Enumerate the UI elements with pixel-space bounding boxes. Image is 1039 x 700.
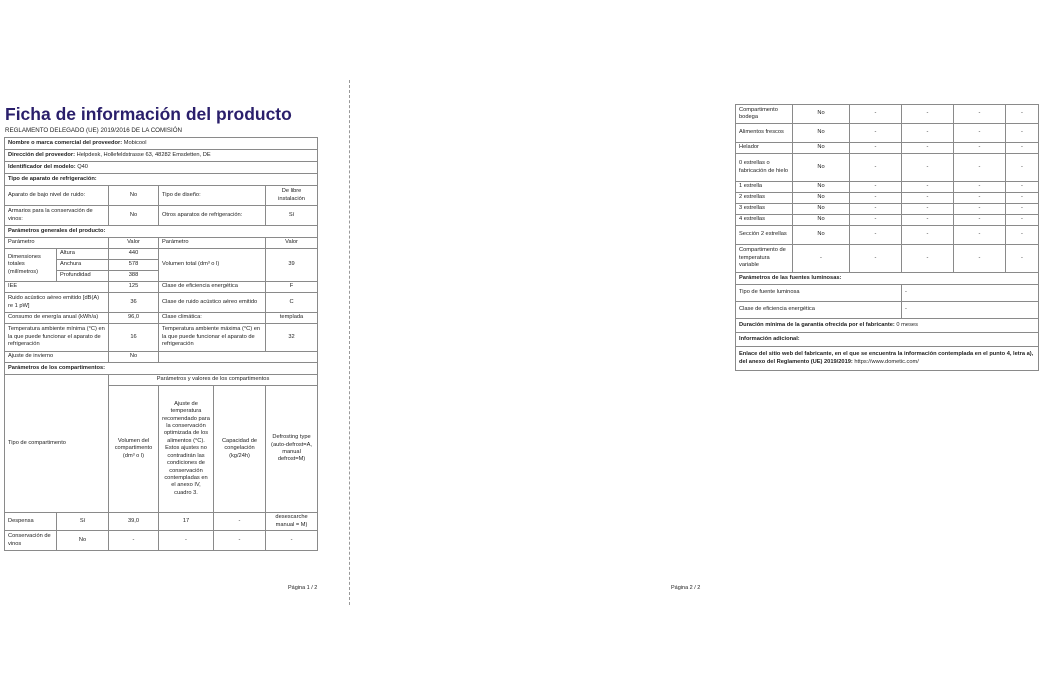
compartment-defrost: - <box>1006 193 1039 204</box>
compartment-params-header: Parámetros de los compartimentos: <box>5 363 318 375</box>
min-temp-label: Temperatura ambiente mínima (°C) en la que puede funcionar el aparato de refrigeración <box>5 324 109 352</box>
depth-label: Profundidad <box>57 271 109 282</box>
compartment-values-header: Parámetros y valores de los compartimentos <box>109 375 318 386</box>
compartment-volume: - <box>850 226 902 245</box>
table-row <box>5 324 318 352</box>
table-row <box>5 150 318 162</box>
noise-value: 36 <box>109 293 159 313</box>
address-value: Helpdesk, Hollefeldstrasse 63, 48282 Emsdetten, DE <box>76 151 211 158</box>
total-volume-value: 39 <box>266 249 318 282</box>
compartment-freezing: - <box>954 215 1006 226</box>
table-row <box>736 182 1039 193</box>
compartment-present: No <box>793 105 850 124</box>
table-row <box>5 293 318 313</box>
empty-cell <box>159 352 318 363</box>
compartment-temp: - <box>902 124 954 143</box>
table-row <box>5 206 318 226</box>
compartment-volume: - <box>850 215 902 226</box>
table-row <box>736 105 1039 124</box>
supplier-value: Mobicool <box>123 139 147 146</box>
extra-info-header: Información adicional: <box>736 333 1039 347</box>
compartment-volume: - <box>109 531 159 551</box>
address-row <box>5 150 318 162</box>
warranty-value: 0 meses <box>896 321 918 328</box>
light-type-label: Tipo de fuente luminosa <box>736 285 902 302</box>
compartment-present: - <box>793 245 850 273</box>
width-value: 578 <box>109 260 159 271</box>
compartment-freezing: - <box>954 154 1006 182</box>
compartment-temp: - <box>902 143 954 154</box>
total-volume-label: Volumen total (dm³ o l) <box>159 249 266 282</box>
compartment-name: Despensa <box>5 513 57 531</box>
compartment-present: No <box>57 531 109 551</box>
table-row <box>5 313 318 324</box>
compartment-temp: - <box>159 531 214 551</box>
compartment-defrost: - <box>1006 154 1039 182</box>
other-label: Otros aparatos de refrigeración: <box>159 206 266 226</box>
compartment-volume: - <box>850 143 902 154</box>
climate-value: templada <box>266 313 318 324</box>
supplier-row <box>5 138 318 150</box>
min-temp-value: 16 <box>109 324 159 352</box>
table-row <box>5 513 318 531</box>
col-value-header: Valor <box>266 238 318 249</box>
low-noise-label: Aparato de bajo nivel de ruido: <box>5 186 109 206</box>
warranty-label: Duración mínima de la garantía ofrecida por el fabricante: <box>739 321 895 328</box>
table-row <box>736 154 1039 182</box>
temp-col-header: Ajuste de temperatura recomendado para la conservación optimizada de los alimentos (°C). Estos ajustes no contradirán las condiciones de conservación contempladas en el anexo IV, cuadro 3. <box>159 386 214 513</box>
page-number: Página 2 / 2 <box>671 585 701 591</box>
table-row <box>736 347 1039 371</box>
table-row <box>5 174 318 186</box>
compartment-temp: - <box>902 193 954 204</box>
compartment-name: 3 estrellas <box>736 204 793 215</box>
manufacturer-link[interactable]: https://www.dometic.com/ <box>854 358 919 365</box>
table-row <box>5 249 318 260</box>
compartment-present: No <box>793 154 850 182</box>
light-type-value: - <box>902 285 1039 302</box>
compartment-defrost: - <box>1006 182 1039 193</box>
compartment-freezing: - <box>214 531 266 551</box>
compartment-temp: - <box>902 245 954 273</box>
freezing-col-header: Capacidad de congelación (kg/24h) <box>214 386 266 513</box>
table-row <box>5 352 318 363</box>
compartments-continued-table <box>735 104 1039 371</box>
table-row <box>5 186 318 206</box>
compartment-volume: - <box>850 105 902 124</box>
table-row <box>5 531 318 551</box>
compartment-name: Compartimento bodega <box>736 105 793 124</box>
compartment-defrost: - <box>1006 143 1039 154</box>
compartment-present: Sí <box>57 513 109 531</box>
compartment-name: Compartimento de temperatura variable <box>736 245 793 273</box>
compartment-volume: - <box>850 193 902 204</box>
compartment-defrost: - <box>1006 105 1039 124</box>
table-row <box>736 273 1039 285</box>
table-row <box>736 319 1039 333</box>
compartment-name: 4 estrellas <box>736 215 793 226</box>
energy-class-value: F <box>266 282 318 293</box>
compartment-name: Alimentos frescos <box>736 124 793 143</box>
compartment-temp: - <box>902 182 954 193</box>
wine-value: No <box>109 206 159 226</box>
compartment-freezing: - <box>954 193 1006 204</box>
manufacturer-link-row <box>736 347 1039 371</box>
table-row <box>5 238 318 249</box>
winter-value: No <box>109 352 159 363</box>
table-row <box>736 245 1039 273</box>
compartment-present: No <box>793 204 850 215</box>
compartment-volume: - <box>850 154 902 182</box>
table-row <box>5 375 318 386</box>
compartment-present: No <box>793 182 850 193</box>
depth-value: 388 <box>109 271 159 282</box>
table-row <box>736 204 1039 215</box>
compartment-present: No <box>793 226 850 245</box>
model-value: Q40 <box>77 163 88 170</box>
table-row <box>5 363 318 375</box>
table-row <box>5 138 318 150</box>
table-row <box>736 333 1039 347</box>
regulation-subtitle: REGLAMENTO DELEGADO (UE) 2019/2016 DE LA COMISIÓN <box>5 127 182 134</box>
compartment-defrost: desescarche manual = M) <box>266 513 318 531</box>
compartment-temp: - <box>902 215 954 226</box>
compartment-name: Helador <box>736 143 793 154</box>
light-class-label: Clase de eficiencia energética <box>736 302 902 319</box>
other-value: Sí <box>266 206 318 226</box>
general-params-header: Parámetros generales del producto: <box>5 226 318 238</box>
compartment-temp: - <box>902 105 954 124</box>
light-class-value: - <box>902 302 1039 319</box>
energy-consumption-label: Consumo de energía anual (kWh/a) <box>5 313 109 324</box>
design-type-label: Tipo de diseño: <box>159 186 266 206</box>
climate-label: Clase climática: <box>159 313 266 324</box>
compartment-defrost: - <box>1006 215 1039 226</box>
compartment-temp: - <box>902 226 954 245</box>
compartment-present: No <box>793 124 850 143</box>
compartment-defrost: - <box>1006 124 1039 143</box>
table-row <box>736 215 1039 226</box>
table-row <box>5 162 318 174</box>
compartment-temp: - <box>902 154 954 182</box>
compartment-type-label: Tipo de compartimento <box>5 375 109 513</box>
wine-label: Armarios para la conservación de vinos: <box>5 206 109 226</box>
compartment-present: No <box>793 143 850 154</box>
compartment-defrost: - <box>1006 245 1039 273</box>
table-row <box>736 302 1039 319</box>
compartment-volume: - <box>850 124 902 143</box>
eei-value: 125 <box>109 282 159 293</box>
compartment-freezing: - <box>954 182 1006 193</box>
table-row <box>736 226 1039 245</box>
compartment-temp: - <box>902 204 954 215</box>
design-type-value: De libre instalación <box>266 186 318 206</box>
table-row <box>5 226 318 238</box>
compartment-freezing: - <box>954 245 1006 273</box>
dimensions-label: Dimensiones totales (milímetros) <box>5 249 57 282</box>
col-value-header: Valor <box>109 238 159 249</box>
compartment-freezing: - <box>954 204 1006 215</box>
light-header: Parámetros de las fuentes luminosas: <box>736 273 1039 285</box>
compartment-present: No <box>793 215 850 226</box>
noise-class-label: Clase de ruido acústico aéreo emitido <box>159 293 266 313</box>
table-row <box>736 124 1039 143</box>
eei-label: IEE <box>5 282 109 293</box>
volume-col-header: Volumen del compartimento (dm³ o l) <box>109 386 159 513</box>
compartment-defrost: - <box>1006 226 1039 245</box>
page-1 <box>0 0 350 700</box>
table-row <box>736 143 1039 154</box>
compartment-volume: - <box>850 204 902 215</box>
compartment-volume: - <box>850 182 902 193</box>
table-row <box>5 282 318 293</box>
compartment-freezing: - <box>954 105 1006 124</box>
page-2 <box>350 0 1034 700</box>
link-description: Enlace del sitio web del fabricante, en el que se encuentra la información contemplada en el punto 4, letra a), del anexo del Reglamento (UE) 2019/2019: <box>739 351 1034 365</box>
winter-label: Ajuste de invierno <box>5 352 109 363</box>
width-label: Anchura <box>57 260 109 271</box>
model-label: Identificador del modelo: <box>8 163 76 170</box>
product-info-table <box>4 137 318 551</box>
energy-consumption-value: 96,0 <box>109 313 159 324</box>
energy-class-label: Clase de eficiencia energética <box>159 282 266 293</box>
defrost-col-header: Defrosting type (auto-defrost=A, manual defrost=M) <box>266 386 318 513</box>
warranty-row <box>736 319 1039 333</box>
model-row <box>5 162 318 174</box>
max-temp-label: Temperatura ambiente máxima (°C) en la que puede funcionar el aparato de refrigeración <box>159 324 266 352</box>
compartment-name: Conservación de vinos <box>5 531 57 551</box>
noise-class-value: C <box>266 293 318 313</box>
compartment-name: 2 estrellas <box>736 193 793 204</box>
compartment-present: No <box>793 193 850 204</box>
supplier-label: Nombre o marca comercial del proveedor: <box>8 139 123 146</box>
appliance-type-header: Tipo de aparato de refrigeración: <box>5 174 318 186</box>
page-title: Ficha de información del producto <box>5 104 292 124</box>
compartment-freezing: - <box>954 226 1006 245</box>
low-noise-value: No <box>109 186 159 206</box>
height-label: Altura <box>57 249 109 260</box>
compartment-temp: 17 <box>159 513 214 531</box>
col-param-header: Parámetro <box>5 238 109 249</box>
compartment-defrost: - <box>266 531 318 551</box>
compartment-volume: 39,0 <box>109 513 159 531</box>
table-row <box>736 193 1039 204</box>
compartment-name: 0 estrellas o fabricación de hielo <box>736 154 793 182</box>
compartment-name: Sección 2 estrellas <box>736 226 793 245</box>
height-value: 440 <box>109 249 159 260</box>
compartment-defrost: - <box>1006 204 1039 215</box>
noise-label: Ruido acústico aéreo emitido [dB(A) re 1 pW] <box>5 293 109 313</box>
compartment-freezing: - <box>954 143 1006 154</box>
max-temp-value: 32 <box>266 324 318 352</box>
compartment-name: 1 estrella <box>736 182 793 193</box>
col-param-header: Parámetro <box>159 238 266 249</box>
compartment-freezing: - <box>954 124 1006 143</box>
page-number: Página 1 / 2 <box>288 585 318 591</box>
address-label: Dirección del proveedor: <box>8 151 76 158</box>
compartment-volume: - <box>850 245 902 273</box>
table-row <box>736 285 1039 302</box>
compartment-freezing: - <box>214 513 266 531</box>
